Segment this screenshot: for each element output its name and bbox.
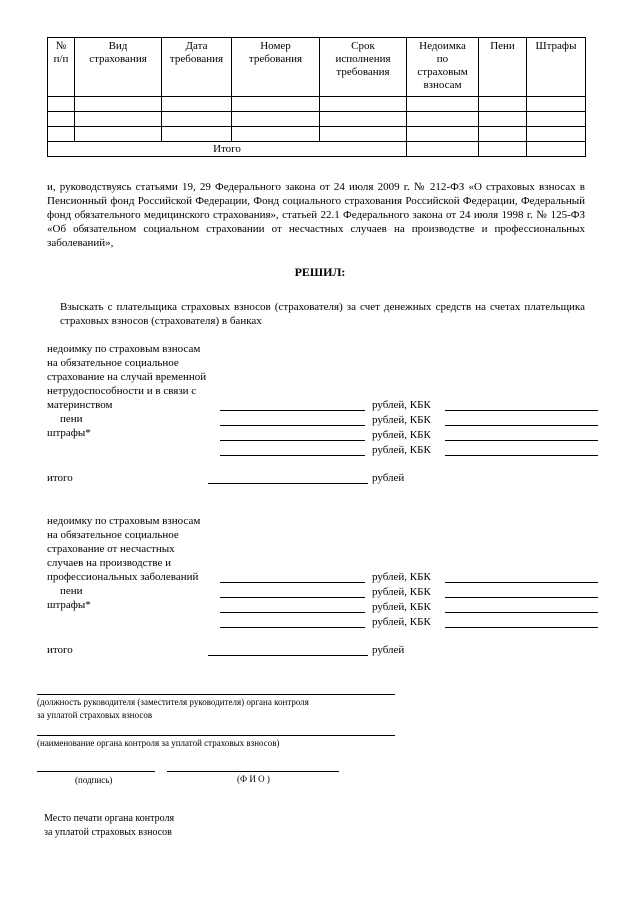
section2-peni: пени [60, 585, 83, 597]
signature-caption: (подпись) [75, 775, 113, 785]
table-row [48, 127, 586, 142]
section1-kbk-line[interactable] [445, 425, 598, 426]
section2-line: профессиональных заболеваний [47, 571, 199, 583]
header-request-date: Дата требования [162, 38, 232, 97]
section1-fines: штрафы* [47, 427, 91, 439]
signature-line[interactable] [37, 771, 155, 772]
section2-arrears-amount-line[interactable] [220, 582, 365, 583]
section1-line: материнством [47, 399, 113, 411]
fio-line[interactable] [167, 771, 339, 772]
section1-kbk-line[interactable] [445, 440, 598, 441]
stamp-place-label: Место печати органа контроля [44, 813, 175, 824]
section2-total-label: итого [47, 644, 73, 656]
requirements-table [47, 37, 586, 157]
total-label: Итого [48, 142, 407, 157]
stamp-place-label: за уплатой страховых взносов [44, 827, 172, 838]
section2-fines: штрафы* [47, 599, 91, 611]
header-arrears: Недоимка по страховым взносам [407, 38, 479, 97]
section1-kbk-line[interactable] [445, 410, 598, 411]
section1-extra-amount-line[interactable] [220, 455, 365, 456]
header-number: № п/п [48, 38, 75, 97]
section2-rub-kbk: рублей, КБК [372, 616, 431, 628]
section2-line: страхование от несчастных [47, 543, 175, 555]
section2-rub-kbk: рублей, КБК [372, 571, 431, 583]
intro-paragraph: и, руководствуясь статьями 19, 29 Федерального закона от 24 июля 2009 г. № 212-ФЗ «О страховых взносах в Пенсионный фонд Российской Федерации, Фонд социального страхования Российской Федерации, Федеральный фонд обязательного медицинского страхования», статьей 22.1 Федерального закона от 24 июля 1998 г. № 125-ФЗ «Об обязательном социальном страховании от несчастных случаев на производстве и профессиональных заболеваний», [47, 181, 585, 249]
section1-peni: пени [60, 413, 83, 425]
section1-rub: рублей [372, 472, 405, 484]
section2-extra-amount-line[interactable] [220, 627, 365, 628]
header-penalties: Пени [479, 38, 527, 97]
section2-peni-amount-line[interactable] [220, 597, 365, 598]
section2-rub: рублей [372, 644, 405, 656]
org-name-caption: (наименование органа контроля за уплатой страховых взносов) [37, 738, 280, 748]
section2-line: недоимку по страховым взносам [47, 515, 201, 527]
section1-fines-amount-line[interactable] [220, 440, 365, 441]
section2-kbk-line[interactable] [445, 597, 598, 598]
fio-caption: (Ф И О ) [237, 774, 270, 784]
section2-rub-kbk: рублей, КБК [372, 586, 431, 598]
section2-fines-amount-line[interactable] [220, 612, 365, 613]
org-name-line[interactable] [37, 735, 395, 736]
table-total-row [48, 142, 586, 157]
collect-paragraph: Взыскать с плательщика страховых взносов (страхователя) за счет денежных средств на счетах плательщика страховых взносов (страхователя) в банках [60, 301, 585, 327]
table-header-row [48, 38, 586, 97]
section1-rub-kbk: рублей, КБК [372, 444, 431, 456]
section2-kbk-line[interactable] [445, 612, 598, 613]
section1-peni-amount-line[interactable] [220, 425, 365, 426]
section1-line: нетрудоспособности и в связи с [47, 385, 197, 397]
section1-total-line[interactable] [208, 483, 368, 484]
section1-line: недоимку по страховым взносам [47, 343, 201, 355]
section2-rub-kbk: рублей, КБК [372, 601, 431, 613]
section2-total-line[interactable] [208, 655, 368, 656]
section1-total-label: итого [47, 472, 73, 484]
section2-line: случаев на производстве и [47, 557, 171, 569]
section2-kbk-line[interactable] [445, 627, 598, 628]
section1-line: на обязательное социальное [47, 357, 179, 369]
section1-arrears-amount-line[interactable] [220, 410, 365, 411]
position-caption: (должность руководителя (заместителя руководителя) органа контроля [37, 697, 309, 707]
section1-rub-kbk: рублей, КБК [372, 414, 431, 426]
section1-line: страхование на случай временной [47, 371, 207, 383]
position-caption: за уплатой страховых взносов [37, 710, 153, 720]
table-row [48, 97, 586, 112]
section1-kbk-line[interactable] [445, 455, 598, 456]
header-insurance-type: Вид страхования [75, 38, 162, 97]
position-line[interactable] [37, 694, 395, 695]
section2-line: на обязательное социальное [47, 529, 179, 541]
table-row [48, 112, 586, 127]
header-due-date: Срок исполнения требования [320, 38, 407, 97]
decision-heading: РЕШИЛ: [294, 265, 346, 279]
header-fines: Штрафы [527, 38, 586, 97]
section1-rub-kbk: рублей, КБК [372, 429, 431, 441]
section1-rub-kbk: рублей, КБК [372, 399, 431, 411]
header-request-number: Номер требования [232, 38, 320, 97]
section2-kbk-line[interactable] [445, 582, 598, 583]
